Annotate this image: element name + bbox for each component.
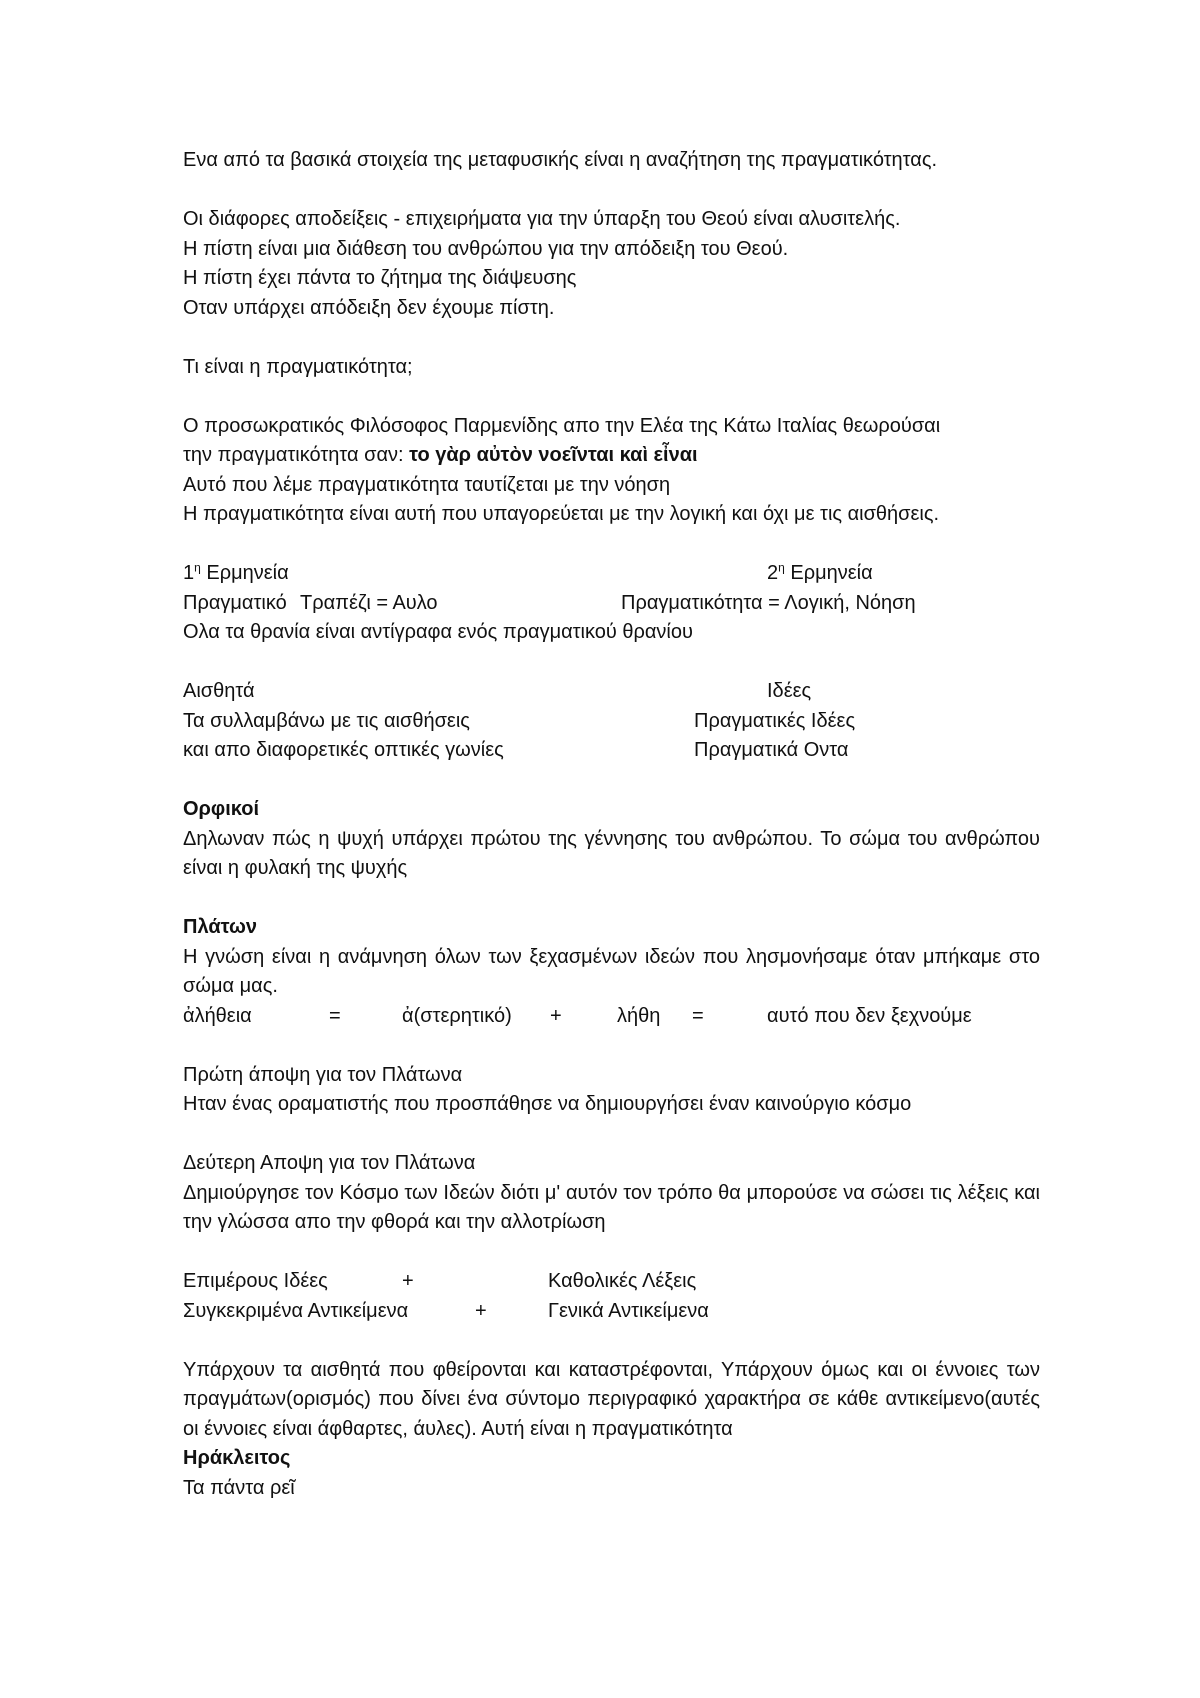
equation-lethe: λήθη bbox=[617, 1004, 661, 1027]
ideas-row-1-a: Επιμέρους Ιδέες bbox=[183, 1270, 328, 1292]
interpretation-row bbox=[183, 589, 1040, 619]
sense-row-1 bbox=[183, 707, 1040, 737]
sense-row-1-left: Τα συλλαμβάνω με τις αισθήσεις bbox=[183, 709, 470, 732]
heraclitus-text: Τα πάντα ρεῖ bbox=[183, 1476, 295, 1499]
parmenides-line-2 bbox=[183, 441, 1040, 471]
sense-row-2 bbox=[183, 736, 1040, 766]
proofs-line: Οι διάφορες αποδείξεις - επιχειρήματα για την ύπαρξη του Θεού είναι αλυσιτελής. bbox=[183, 208, 901, 230]
second-interpretation-heading: $2^\eta$ Ερμηνεία bbox=[767, 560, 873, 584]
faith-line-1: Η πίστη είναι μια διάθεση του ανθρώπου για την απόδειξη του Θεού. bbox=[183, 237, 789, 260]
parmenides-line-1: Ο προσωκρατικός Φιλόσοφος Παρμενίδης απο την Ελέα της Κάτω Ιταλίας θεωρούσαι bbox=[183, 414, 941, 437]
ideas-row-2-a: Συγκεκριμένα Αντικείμενα bbox=[183, 1299, 409, 1322]
parmenides-line-4: Η πραγματικότητα είναι αυτή που υπαγορεύεται με την λογική και όχι με τις αισθήσεις. bbox=[183, 503, 940, 525]
interpretation-real: Πραγματικό bbox=[183, 591, 287, 614]
ideas-row-2 bbox=[183, 1297, 1040, 1327]
sense-row-2-right: Πραγματικά Οντα bbox=[694, 739, 849, 761]
second-view-heading: Δεύτερη Αποψη για τον Πλάτωνα bbox=[183, 1152, 476, 1174]
ideas-row-1-c: Καθολικές Λέξεις bbox=[548, 1270, 697, 1292]
parmenides-quote: το γὰρ αὐτὸν νοεῖνται καὶ εἶναι bbox=[409, 444, 698, 466]
intro-line: Ενα από τα βασικά στοιχεία της μεταφυσικής είναι η αναζήτηση της πραγματικότητας. bbox=[183, 149, 938, 171]
plato-heading: Πλάτων bbox=[183, 916, 258, 938]
equation-meaning: αυτό που δεν ξεχνούμε bbox=[767, 1004, 972, 1027]
interpretation-table: Τραπέζι = Αυλο bbox=[300, 591, 438, 614]
sense-row-2-left: και απο διαφορετικές οπτικές γωνίες bbox=[183, 739, 504, 761]
ideas-row-1 bbox=[183, 1267, 1040, 1297]
faith-line-2: Η πίστη έχει πάντα το ζήτημα της διάψευσης bbox=[183, 267, 577, 289]
sense-row-1-right: Πραγματικές Ιδέες bbox=[694, 709, 856, 732]
first-view-heading: Πρώτη άποψη για τον Πλάτωνα bbox=[183, 1063, 463, 1086]
parmenides-line-3: Αυτό που λέμε πραγματικότητα ταυτίζεται με την νόηση bbox=[183, 473, 671, 496]
first-interpretation-heading: $1^\eta$ Ερμηνεία bbox=[183, 560, 289, 584]
ideas-heading: Ιδέες bbox=[767, 680, 812, 702]
reality-conclusion: Υπάρχουν τα αισθητά που φθείρονται και καταστρέφονται, Υπάρχουν όμως και οι έννοιες των πραγμάτων(ορισμός) που δίνει ένα σύντομο περιγραφικό χαρακτήρα σε κάθε αντικείμενο(αυτές οι έννοιες είναι άφθαρτες, άυλες). Αυτή είναι η πραγματικότητα bbox=[183, 1358, 1040, 1440]
sensibles-heading: Αισθητά bbox=[183, 680, 255, 702]
interpretation-reality: Πραγματικότητα = Λογική, Νόηση bbox=[621, 591, 916, 614]
plato-text: Η γνώση είναι η ανάμνηση όλων των ξεχασμένων ιδεών που λησμονήσαμε όταν μπήκαμε στο σώμα μας. bbox=[183, 945, 1040, 997]
equation-plus: + bbox=[550, 1004, 562, 1027]
orphics-text: Δηλωναν πώς η ψυχή υπάρχει πρώτου της γέννησης του ανθρώπου. Το σώμα του ανθρώπου είναι η φυλακή της ψυχής bbox=[183, 827, 1040, 879]
ideas-row-1-plus: + bbox=[402, 1270, 414, 1292]
second-view-text: Δημιούργησε τον Κόσμο των Ιδεών διότι μ' αυτόν τον τρόπο θα μπορούσε να σώσει τις λέξεις και την γλώσσα απο την φθορά και την αλλοτρίωση bbox=[183, 1181, 1040, 1233]
document-page bbox=[183, 146, 1040, 1503]
equation-equals-1: = bbox=[329, 1004, 341, 1027]
sense-headings bbox=[183, 677, 1040, 707]
parmenides-intro: την πραγματικότητα σαν: bbox=[183, 444, 410, 466]
desks-line: Ολα τα θρανία είναι αντίγραφα ενός πραγματικού θρανίου bbox=[183, 621, 693, 643]
orphics-heading: Ορφικοί bbox=[183, 798, 260, 820]
reality-question: Τι είναι η πραγματικότητα; bbox=[183, 355, 413, 378]
equation-aletheia: ἀλήθεια bbox=[183, 1004, 252, 1027]
ideas-row-2-plus: + bbox=[475, 1299, 487, 1322]
interpretation-headings bbox=[183, 559, 1040, 589]
equation-privative: ἀ(στερητικό) bbox=[402, 1004, 512, 1027]
faith-line-3: Οταν υπάρχει απόδειξη δεν έχουμε πίστη. bbox=[183, 296, 555, 319]
equation-equals-2: = bbox=[692, 1004, 704, 1027]
ideas-row-2-c: Γενικά Αντικείμενα bbox=[548, 1299, 709, 1322]
aletheia-equation bbox=[183, 1002, 1040, 1032]
first-view-text: Ηταν ένας οραματιστής που προσπάθησε να δημιουργήσει έναν καινούργιο κόσμο bbox=[183, 1093, 912, 1115]
heraclitus-heading: Ηράκλειτος bbox=[183, 1447, 291, 1469]
